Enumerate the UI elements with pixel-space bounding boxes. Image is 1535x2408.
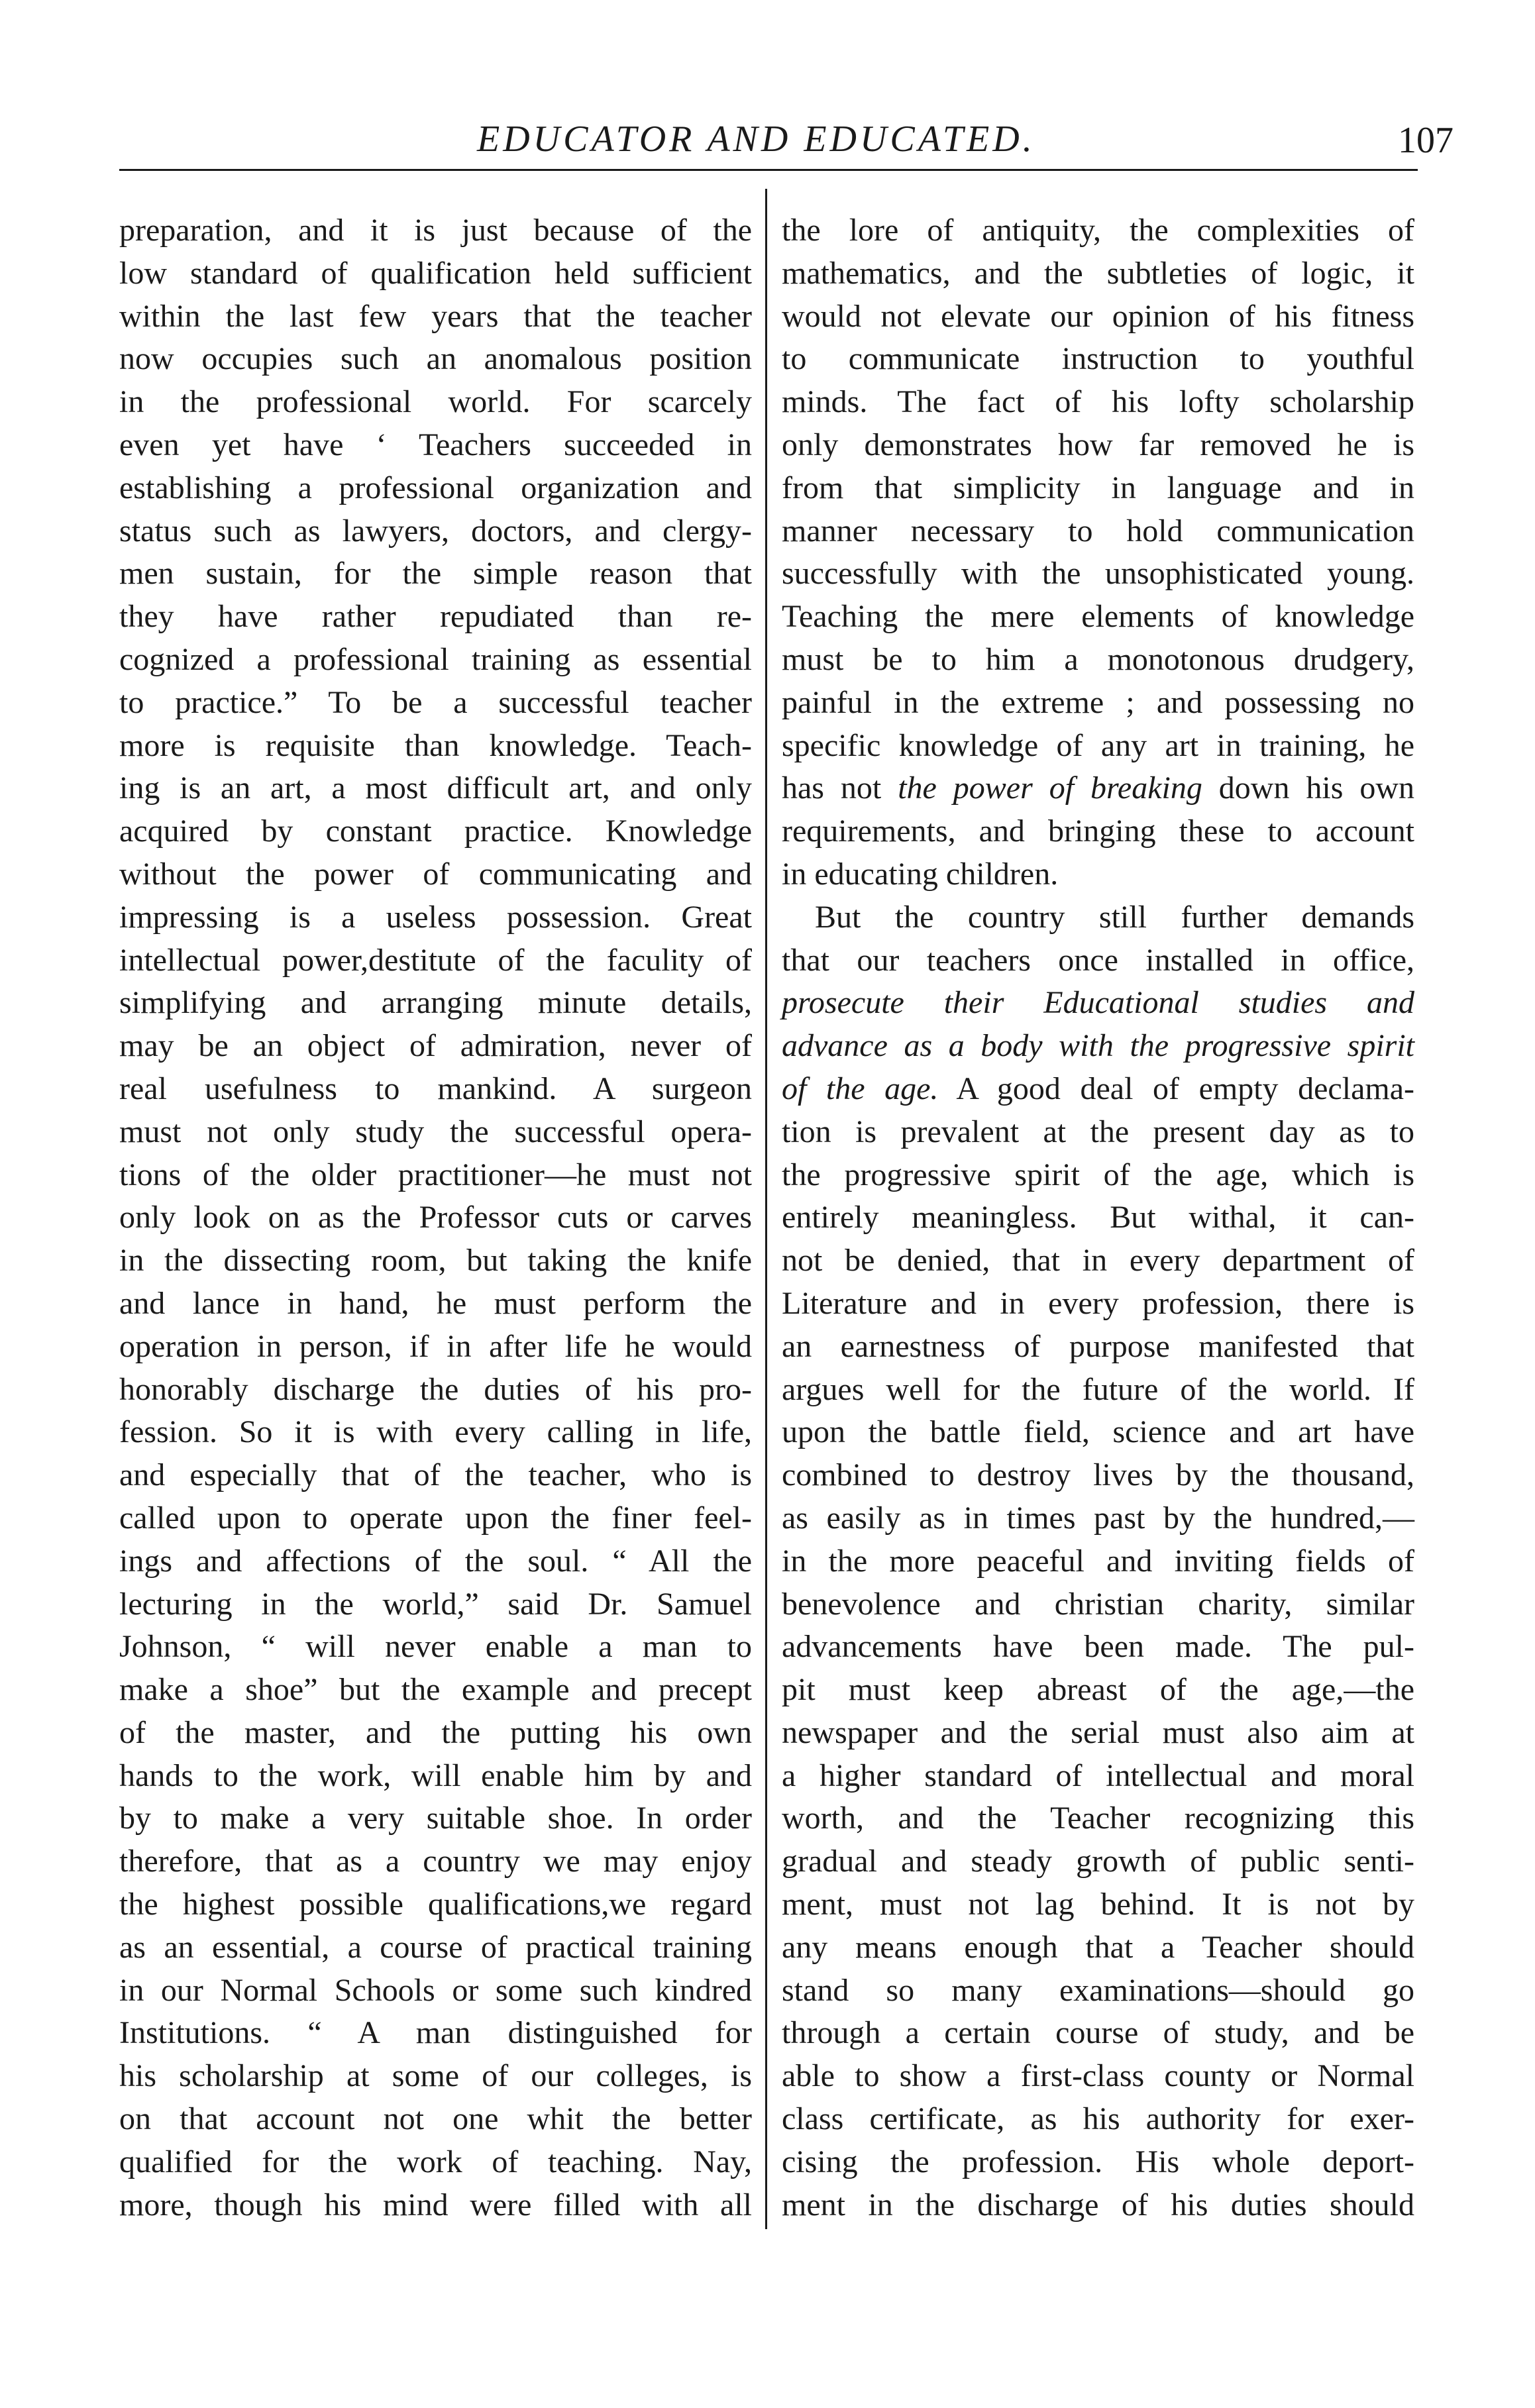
text-line: But the country still further demands <box>815 899 1414 935</box>
text-line: Teaching the mere elements of knowledge <box>782 599 1414 635</box>
text-line: upon the battle field, science and art have <box>782 1414 1414 1450</box>
text-line: fession. So it is with every calling in life, <box>119 1414 752 1450</box>
text-line: on that account not one whit the better <box>119 2101 752 2137</box>
text-line: real usefulness to mankind. A surgeon <box>119 1071 752 1106</box>
text-line: men sustain, for the simple reason that <box>119 556 752 592</box>
text-line: ings and affections of the soul. “ All the <box>119 1543 752 1579</box>
text-line: low standard of qualification held sufficient <box>119 255 752 291</box>
text-line: tions of the older practitioner—he must not <box>119 1157 752 1192</box>
text-line: honorably discharge the duties of his pro- <box>119 1371 752 1407</box>
text-line: and especially that of the teacher, who is <box>119 1457 752 1493</box>
text-line: entirely meaningless. But withal, it can- <box>782 1200 1414 1235</box>
text-line: through a certain course of study, and be <box>782 2015 1414 2051</box>
text-line: ment in the discharge of his duties should <box>782 2187 1414 2223</box>
text-line: gradual and steady growth of public senti- <box>782 1844 1414 1879</box>
text-line: now occupies such an anomalous position <box>119 341 752 377</box>
text-line: ing is an art, a most difficult art, and only <box>119 770 752 806</box>
text-line: the progressive spirit of the age, which is <box>782 1157 1414 1192</box>
text-line: simplifying and arranging minute details, <box>119 985 752 1021</box>
text-line: manner necessary to hold communication <box>782 513 1414 549</box>
text-line: the highest possible qualifications,we regard <box>119 1887 752 1922</box>
text-line: in the professional world. For scarcely <box>119 384 752 420</box>
page-number: 107 <box>1398 120 1454 161</box>
text-line: to practice.” To be a successful teacher <box>119 684 752 720</box>
text-line: specific knowledge of any art in training, he <box>782 727 1414 763</box>
text-line: pit must keep abreast of the age,—the <box>782 1672 1414 1708</box>
text-line: combined to destroy lives by the thousand, <box>782 1457 1414 1493</box>
text-line: argues well for the future of the world. If <box>782 1371 1414 1407</box>
text-line: operation in person, if in after life he would <box>119 1328 752 1364</box>
text-line: in educating children. <box>782 856 1059 892</box>
text-line: mathematics, and the subtleties of logic, it <box>782 255 1414 291</box>
text-line: able to show a first-class county or Normal <box>782 2058 1414 2094</box>
text-line: class certificate, as his authority for exer- <box>782 2101 1414 2137</box>
text-line: intellectual power,destitute of the faculity of <box>119 942 752 978</box>
text-line: impressing is a useless possession. Great <box>119 899 752 935</box>
text-line: worth, and the Teacher recognizing this <box>782 1801 1414 1836</box>
text-line <box>782 1025 1414 1068</box>
text-line: more is requisite than knowledge. Teach- <box>119 727 752 763</box>
text-line: therefore, that as a country we may enjoy <box>119 1844 752 1879</box>
text-line: preparation, and it is just because of the <box>119 213 752 248</box>
text-line: only look on as the Professor cuts or carves <box>119 1200 752 1235</box>
text-line: requirements, and bringing these to account <box>782 813 1414 849</box>
running-title: EDUCATOR AND EDUCATED. <box>477 119 1035 160</box>
text-line: painful in the extreme ; and possessing no <box>782 684 1414 720</box>
text-line: his scholarship at some of our colleges, is <box>119 2058 752 2094</box>
text-line: within the last few years that the teacher <box>119 298 752 334</box>
text-line: of the age. A good deal of empty declama- <box>782 1071 1414 1106</box>
text-line: as easily as in times past by the hundred,— <box>782 1500 1414 1536</box>
text-line: without the power of communicating and <box>119 856 752 892</box>
text-line: Institutions. “ A man distinguished for <box>119 2015 752 2051</box>
text-line: minds. The fact of his lofty scholarship <box>782 384 1414 420</box>
text-line: by to make a very suitable shoe. In order <box>119 1801 752 1836</box>
right-column <box>782 209 1414 2226</box>
italic-phrase: of the age. <box>782 1071 939 1106</box>
text-line: to communicate instruction to youthful <box>782 341 1414 377</box>
italic-phrase: the power of breaking <box>898 770 1202 806</box>
text-line: must not only study the successful opera- <box>119 1114 752 1149</box>
text-line: cognized a professional training as essential <box>119 641 752 677</box>
text-line: may be an object of admiration, never of <box>119 1028 752 1064</box>
text-line <box>782 982 1414 1025</box>
text-line: as an essential, a course of practical training <box>119 1929 752 1965</box>
text-line: ment, must not lag behind. It is not by <box>782 1887 1414 1922</box>
italic-phrase: prosecute their Educational studies and <box>782 985 1414 1021</box>
text-line: in our Normal Schools or some such kindred <box>119 1972 752 2008</box>
text-line: from that simplicity in language and in <box>782 470 1414 505</box>
text-line: any means enough that a Teacher should <box>782 1929 1414 1965</box>
text-line: acquired by constant practice. Knowledge <box>119 813 752 849</box>
text-line: Literature and in every profession, there is <box>782 1285 1414 1321</box>
text-line: not be denied, that in every department of <box>782 1243 1414 1279</box>
text-line: a higher standard of intellectual and moral <box>782 1757 1414 1793</box>
text-line: and lance in hand, he must perform the <box>119 1285 752 1321</box>
text-line: would not elevate our opinion of his fitness <box>782 298 1414 334</box>
text-line: Johnson, “ will never enable a man to <box>119 1629 752 1665</box>
text-line: tion is prevalent at the present day as to <box>782 1114 1414 1149</box>
text-line: status such as lawyers, doctors, and clergy- <box>119 513 752 549</box>
text-line: must be to him a monotonous drudgery, <box>782 641 1414 677</box>
text-line: an earnestness of purpose manifested that <box>782 1328 1414 1364</box>
text-line: more, though his mind were filled with all <box>119 2187 752 2223</box>
text-line: the lore of antiquity, the complexities of <box>782 213 1414 248</box>
text-line: establishing a professional organization and <box>119 470 752 505</box>
text-line: cising the profession. His whole deport- <box>782 2144 1414 2179</box>
left-column <box>119 209 752 2226</box>
text-line: advancements have been made. The pul- <box>782 1629 1414 1665</box>
header-rule <box>119 169 1418 171</box>
text-line: they have rather repudiated than re- <box>119 599 752 635</box>
paragraph <box>782 209 1414 767</box>
text-line: benevolence and christian charity, similar <box>782 1586 1414 1622</box>
text-line: only demonstrates how far removed he is <box>782 427 1414 462</box>
column-divider <box>765 189 767 2229</box>
text-line: hands to the work, will enable him by and <box>119 1757 752 1793</box>
text-line: even yet have ‘ Teachers succeeded in <box>119 427 752 462</box>
text-line: in the dissecting room, but taking the knife <box>119 1243 752 1279</box>
text-line: make a shoe” but the example and precept <box>119 1672 752 1708</box>
text-line: has not the power of breaking down his own <box>782 770 1414 806</box>
text-line: successfully with the unsophisticated young. <box>782 556 1414 592</box>
italic-phrase: advance as a body with the progressive spirit <box>782 1028 1414 1064</box>
text-line: newspaper and the serial must also aim at <box>782 1714 1414 1750</box>
text-line: stand so many examinations—should go <box>782 1972 1414 2008</box>
text-line: qualified for the work of teaching. Nay, <box>119 2144 752 2179</box>
text-line: in the more peaceful and inviting fields of <box>782 1543 1414 1579</box>
text-line: lecturing in the world,” said Dr. Samuel <box>119 1586 752 1622</box>
paragraph <box>782 1111 1414 2227</box>
text-line: called upon to operate upon the finer feel- <box>119 1500 752 1536</box>
text-line: of the master, and the putting his own <box>119 1714 752 1750</box>
text-line: that our teachers once installed in office, <box>782 942 1414 978</box>
